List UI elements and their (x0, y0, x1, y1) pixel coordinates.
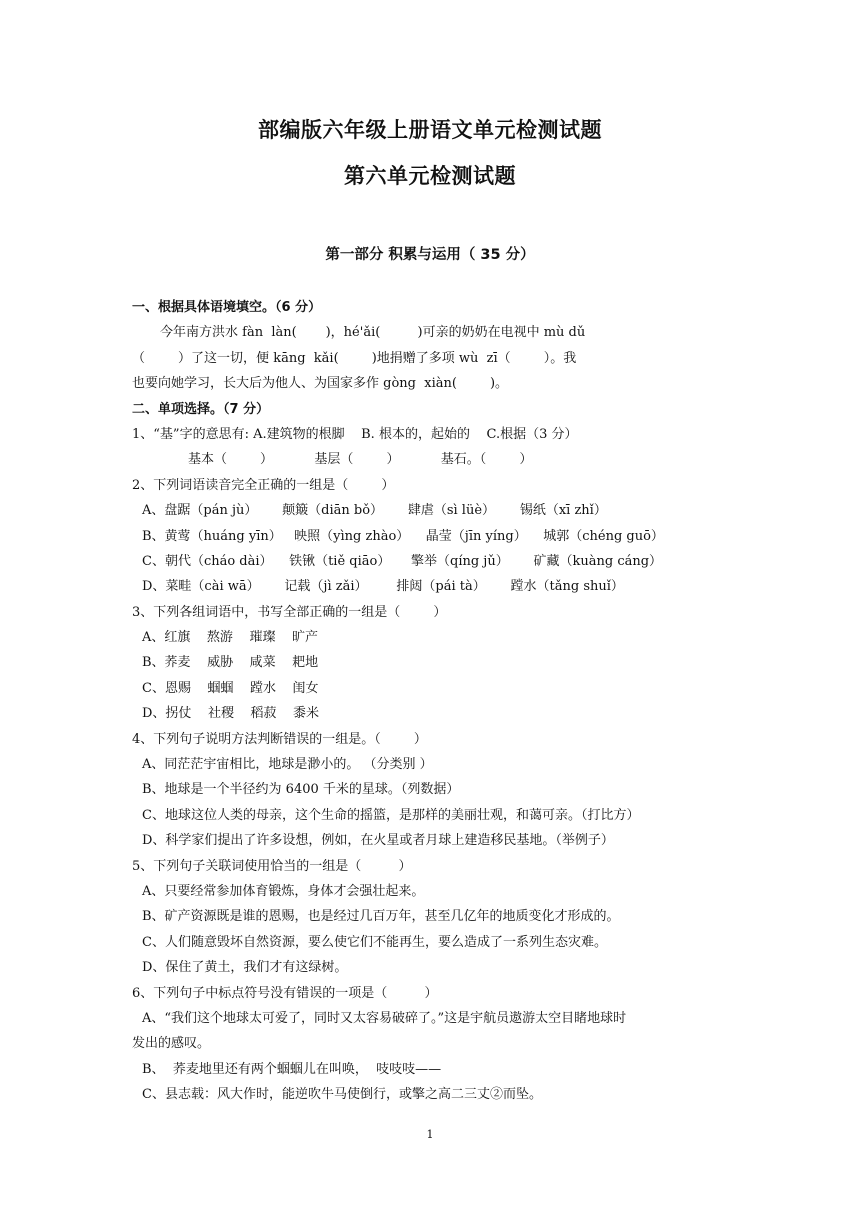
question-option: C、朝代（cháo dài） 铁锹（tiě qiāo） 擎举（qíng jǔ） 矿藏（kuàng cáng） (142, 553, 663, 569)
question-option: A、只要经常参加体育锻炼，身体才会强壮起来。 (142, 883, 425, 899)
question-option: C、地球这位人类的母亲，这个生命的摇篮，是那样的美丽壮观，和蔼可亲。（打比方） (142, 807, 640, 823)
question-option-continued: 发出的感叹。 (132, 1036, 211, 1052)
fill-blank-line: 也要向她学习，长大后为他人、为国家多作 gòng xiàn( )。 (132, 376, 509, 392)
question-option: C、县志载：风大作时，能逆吹牛马使倒行，或擎之高二三丈②而坠。 (142, 1087, 542, 1103)
page-number: 1 (426, 1128, 434, 1141)
question-option: D、保住了黄土，我们才有这绿树。 (142, 960, 348, 976)
question-stem: 4、下列句子说明方法判断错误的一组是。（ ） (132, 731, 427, 747)
question-option: A、红旗 熬游 璀璨 旷产 (142, 630, 318, 646)
question-option: D、拐仗 社稷 稻菽 黍米 (142, 706, 320, 722)
exam-content (132, 295, 732, 1108)
question-option: C、人们随意毁坏自然资源，要么使它们不能再生，要么造成了一系列生态灾难。 (142, 934, 607, 950)
question-stem: 5、下列句子关联词使用恰当的一组是（ ） (132, 858, 412, 874)
document-subtitle: 第六单元检测试题 (344, 164, 516, 188)
question-option: B、 荞麦地里还有两个蝈蝈儿在叫唤， 吱吱吱—— (142, 1061, 442, 1077)
fill-blank-line: （ ）了这一切，便 kāng kǎi( )地捐赠了多项 wù zī（ ）。我 (132, 350, 577, 366)
question-stem: 6、下列句子中标点符号没有错误的一项是（ ） (132, 985, 438, 1001)
question-stem: 2、下列词语读音完全正确的一组是（ ） (132, 477, 395, 493)
question-option: A、“我们这个地球太可爱了，同时又太容易破碎了。”这是宇航员遨游太空目睹地球时 (142, 1010, 627, 1026)
question-option: C、恩赐 蝈蝈 蹚水 闺女 (142, 680, 319, 696)
question-option: A、同茫茫宇宙相比，地球是渺小的。 （分类别 ） (142, 757, 433, 773)
question-option: B、矿产资源既是谁的恩赐，也是经过几百万年，甚至几亿年的地质变化才形成的。 (142, 909, 620, 925)
question-option: D、菜畦（cài wā） 记载（jì zǎi） 排闼（pái tà） 蹚水（tǎng shuǐ） (142, 579, 624, 595)
question-option: B、地球是一个半径约为 6400 千米的星球。（列数据） (142, 782, 460, 798)
fill-blank-line: 今年南方洪水 fàn làn( )，hé'ǎi( )可亲的奶奶在电视中 mù dǔ (160, 325, 586, 341)
question-stem: 3、下列各组词语中，书写全部正确的一组是（ ） (132, 604, 447, 620)
question-option: D、科学家们提出了许多设想，例如，在火星或者月球上建造移民基地。（举例子） (142, 833, 614, 849)
section-heading: 二、单项选择。（7 分） (132, 401, 270, 417)
question-option: A、盘踞（pán jù） 颠簸（diān bǒ） 肆虐（sì lüè） 锡纸（xī zhǐ） (142, 503, 607, 519)
question-option: B、荞麦 威胁 咸菜 耙地 (142, 655, 319, 671)
section-heading: 一、根据具体语境填空。（6 分） (132, 300, 322, 315)
question-option: B、黄莺（huáng yīn） 映照（yìng zhào） 晶莹（jīn yíng） 城郭（chéng guō） (142, 528, 664, 544)
part-heading: 第一部分 积累与运用（ 35 分） (325, 247, 535, 263)
question-option: 基本（ ） 基层（ ） 基石。（ ） (188, 452, 533, 468)
document-title: 部编版六年级上册语文单元检测试题 (258, 118, 602, 142)
question-stem: 1、“基”字的意思有: A.建筑物的根脚 B. 根本的，起始的 C.根据（3 分） (132, 426, 578, 442)
